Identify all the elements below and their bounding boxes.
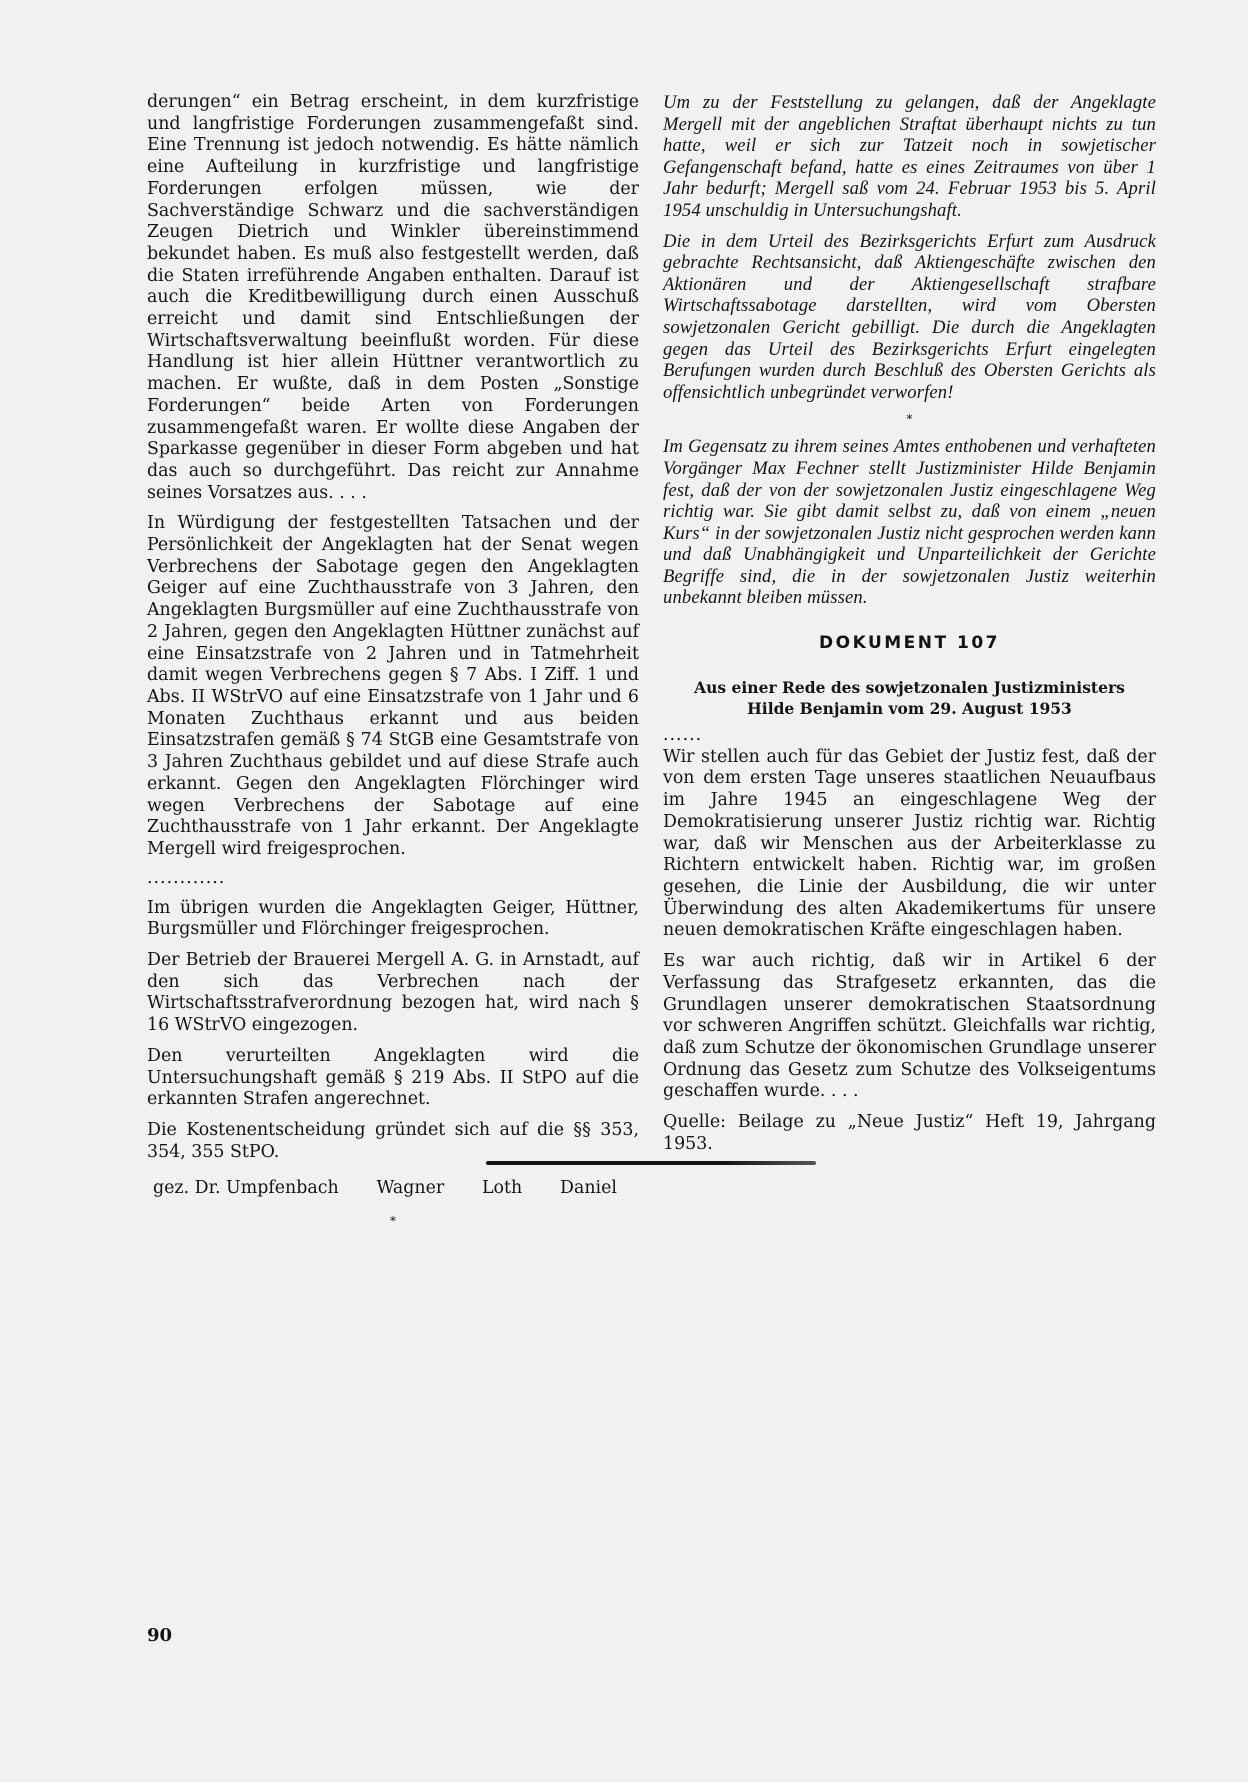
- signature-name: Wagner: [376, 1178, 445, 1199]
- signature-name: gez. Dr. Umpfenbach: [153, 1178, 339, 1199]
- signature-name: Daniel: [560, 1178, 617, 1199]
- commentary-paragraph: Im Gegensatz zu ihrem seines Amtes enthobenen und verhafteten Vorgänger Max Fechner stellt Justizminister Hilde Benjamin fest, daß der von der sowjetzonalen Justiz eingeschlagene Weg richtig war. Sie gibt damit selbst zu, daß von einem „neuen Kurs“ in der sowjetzonalen Justiz nicht gesprochen werden kann und daß Unabhängigkeit und Unparteilichkeit der Gerichte Begriffe sind, die in der sowjetzonalen Justiz weiterhin unbekannt bleiben müssen.: [663, 436, 1156, 609]
- document-subtitle: [663, 677, 1156, 719]
- left-column: [147, 92, 639, 1238]
- signature-name: Loth: [482, 1178, 523, 1199]
- judgment-paragraph: Im übrigen wurden die Angeklagten Geiger, Hüttner, Burgsmüller und Flörchinger freigesprochen.: [147, 897, 639, 940]
- document-subtitle-line: Hilde Benjamin vom 29. August 1953: [747, 698, 1072, 718]
- judgment-paragraph: Die Kostenentscheidung gründet sich auf die §§ 353, 354, 355 StPO.: [147, 1119, 639, 1162]
- document-heading: DOKUMENT 107: [819, 633, 1000, 654]
- page-number: 90: [147, 1625, 173, 1646]
- horizontal-rule: [486, 1161, 816, 1165]
- judgment-paragraph: Der Betrieb der Brauerei Mergell A. G. in Arnstadt, auf den sich das Verbrechen nach der Wirtschaftsstrafverordnung bezogen hat, wird nach § 16 WStrVO eingezogen.: [147, 950, 639, 1036]
- ellipsis-dots: ......: [663, 724, 703, 745]
- judgment-paragraph: In Würdigung der festgestellten Tatsachen und der Persönlichkeit der Angeklagten hat der Senat wegen Verbrechens der Sabotage gegen den Angeklagten Geiger auf eine Zuchthausstrafe von 3 Jahren, den Angeklagten Burgsmüller auf eine Zuchthausstrafe von 2 Jahren, gegen den Angeklagten Hüttner zunächst auf eine Einsatzstrafe von 2 Jahren und in Tatmehrheit damit wegen Verbrechens gegen § 7 Abs. I Ziff. 1 und Abs. II WStrVO auf eine Einsatzstrafe von 1 Jahr und 6 Monaten Zuchthaus erkannt und aus beiden Einsatzstrafen gemäß § 74 StGB eine Gesamtstrafe von 3 Jahren Zuchthaus gebildet und auf diese Strafe auch erkannt. Gegen den Angeklagten Flörchinger wird wegen Verbrechens der Sabotage auf eine Zuchthausstrafe von 1 Jahr erkannt. Der Angeklagte Mergell wird freigesprochen.: [147, 513, 639, 859]
- commentary-paragraph: Um zu der Feststellung zu gelangen, daß der Angeklagte Mergell mit der angeblichen Straftat überhaupt nichts zu tun hatte, weil er sich zur Tatzeit noch in sowjetischer Gefangenschaft befand, hatte es eines Zeitraumes von über 1 Jahr bedurft; Mergell saß vom 24. Februar 1953 bis 5. April 1954 unschuldig in Untersuchungshaft.: [663, 92, 1156, 221]
- judgment-paragraph: derungen“ ein Betrag erscheint, in dem kurzfristige und langfristige Forderungen zusammengefaßt sind. Eine Trennung ist jedoch notwendig. Es hätte nämlich eine Aufteilung in kurzfristige und langfristige Forderungen erfolgen müssen, wie der Sachverständige Schwarz und die sachverständigen Zeugen Dietrich und Winkler übereinstimmend bekundet haben. Es muß also festgestellt werden, daß die Staten irreführende Angaben enthalten. Darauf ist auch die Kreditbewilligung durch einen Ausschuß erreicht und damit sind Entschließungen der Wirtschaftsverwaltung beeinflußt worden. Für diese Handlung ist hier allein Hüttner verantwortlich zu machen. Er wußte, daß in dem Posten „Sonstige Forderungen“ beide Arten von Forderungen zusammengefaßt waren. Er wollte diese Angaben der Sparkasse gegenüber in dieser Form abgeben und hat das auch so durchgeführt. Das reicht zur Annahme seines Vorsatzes aus. . . .: [147, 92, 639, 503]
- commentary-paragraph: Die in dem Urteil des Bezirksgerichts Erfurt zum Ausdruck gebrachte Rechtsansicht, daß Aktiengeschäfte zwischen den Aktionären und der Aktiengesellschaft strafbare Wirtschaftssabotage darstellten, wird vom Obersten sowjetzonalen Gericht gebilligt. Die durch die Angeklagten gegen das Urteil des Bezirksgerichts Erfurt eingelegten Berufungen wurden durch Beschluß des Obersten Gerichts als offensichtlich unbegründet verworfen!: [663, 230, 1156, 403]
- separator-star: *: [906, 412, 913, 427]
- speech-paragraph: Es war auch richtig, daß wir in Artikel 6 der Verfassung das Strafgesetz erkannten, das die Grundlagen unserer demokratischen Staatsordnung vor schweren Angriffen schützt. Gleichfalls war richtig, daß zum Schutze der ökonomischen Grundlage unserer Ordnung das Gesetz zum Schutze des Volkseigentums geschaffen wurde. . . .: [663, 951, 1156, 1102]
- signature-line: [147, 1172, 639, 1200]
- judgment-paragraph: Den verurteilten Angeklagten wird die Untersuchungshaft gemäß § 219 Abs. II StPO auf die erkannten Strafen angerechnet.: [147, 1045, 639, 1110]
- right-column: [663, 92, 1156, 1164]
- speech-paragraph: Wir stellen auch für das Gebiet der Justiz fest, daß der von dem ersten Tage unseres staatlichen Neuaufbaus im Jahre 1945 an eingeschlagene Weg der Demokratisierung unserer Justiz richtig war. Richtig war, daß wir Menschen aus der Arbeiterklasse zu Richtern entwickelt haben. Richtig war, im großen gesehen, die Linie der Ausbildung, die wir unter Überwindung des alten Akademikertums für unsere neuen demokratischen Kräfte eingeschlagen haben.: [663, 746, 1156, 941]
- ellipsis-dots: ............: [147, 867, 226, 888]
- separator-star: *: [390, 1214, 396, 1229]
- document-subtitle-line: Aus einer Rede des sowjetzonalen Justizministers: [694, 677, 1125, 697]
- source-citation: Quelle: Beilage zu „Neue Justiz“ Heft 19, Jahrgang 1953.: [663, 1112, 1156, 1154]
